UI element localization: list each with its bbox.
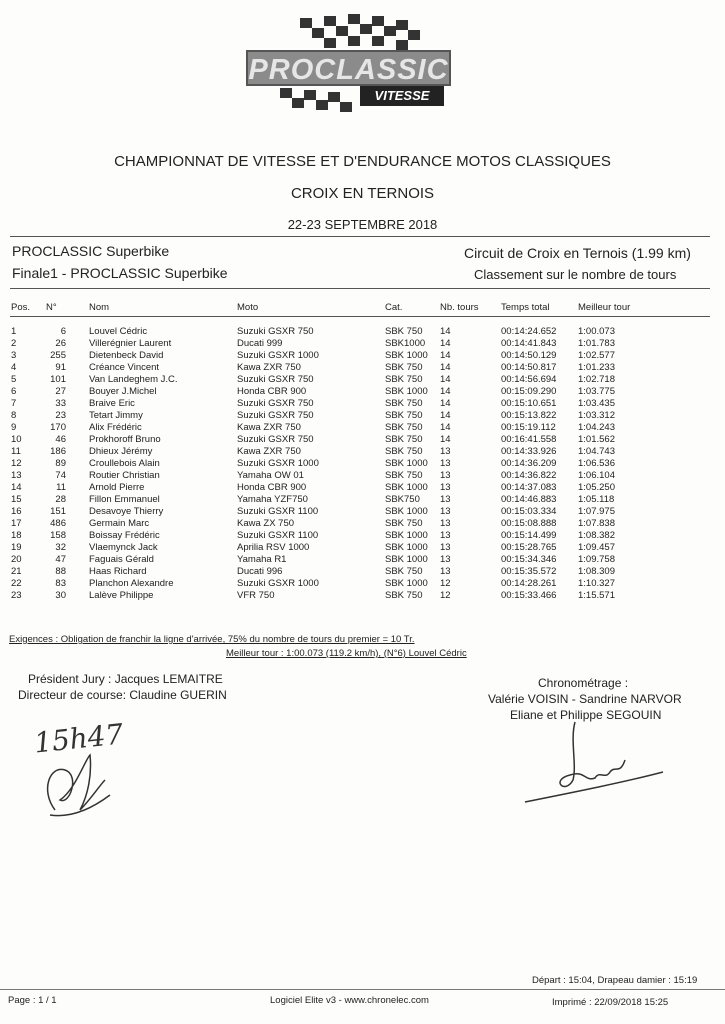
signature-jury (30, 750, 120, 825)
cell-moto: VFR 750 (237, 589, 275, 601)
cell-total: 00:14:28.261 (501, 577, 557, 589)
cell-best: 1:04.243 (578, 421, 615, 433)
timing-names-2: Eliane et Philippe SEGOUIN (510, 708, 662, 722)
cell-nb: 13 (440, 565, 451, 577)
cell-best: 1:08.382 (578, 529, 615, 541)
cell-num: 83 (55, 577, 66, 589)
cell-total: 00:15:34.346 (501, 553, 557, 565)
cell-cat: SBK1000 (385, 337, 426, 349)
category-title: PROCLASSIC Superbike (12, 243, 170, 259)
cell-pos: 19 (11, 541, 22, 553)
logo-subtext: VITESSE (360, 86, 444, 106)
table-row (0, 530, 725, 542)
cell-best: 1:07.838 (578, 517, 615, 529)
cell-best: 1:06.104 (578, 469, 615, 481)
table-row (0, 542, 725, 554)
table-row (0, 374, 725, 386)
page-number: Page : 1 / 1 (8, 995, 57, 1006)
cell-num: 33 (55, 397, 66, 409)
cell-nom: Dietenbeck David (89, 349, 164, 361)
table-row (0, 566, 725, 578)
cell-total: 00:14:50.129 (501, 349, 557, 361)
cell-best: 1:03.435 (578, 397, 615, 409)
cell-nb: 13 (440, 541, 451, 553)
cell-cat: SBK 750 (385, 373, 423, 385)
cell-num: 27 (55, 385, 66, 397)
cell-cat: SBK 750 (385, 409, 423, 421)
cell-nom: Prokhoroff Bruno (89, 433, 161, 445)
handwritten-time: 15h47 (32, 717, 125, 760)
cell-num: 47 (55, 553, 66, 565)
table-row (0, 434, 725, 446)
cell-nb: 12 (440, 589, 451, 601)
cell-total: 00:14:41.843 (501, 337, 557, 349)
cell-moto: Yamaha YZF750 (237, 493, 308, 505)
cell-moto: Suzuki GSXR 750 (237, 397, 314, 409)
cell-total: 00:14:56.694 (501, 373, 557, 385)
cell-nom: Lalève Philippe (89, 589, 154, 601)
table-row (0, 458, 725, 470)
table-row (0, 554, 725, 566)
cell-pos: 17 (11, 517, 22, 529)
cell-total: 00:14:37.083 (501, 481, 557, 493)
col-total: Temps total (501, 302, 550, 313)
cell-nb: 13 (440, 493, 451, 505)
cell-num: 26 (55, 337, 66, 349)
cell-nb: 14 (440, 433, 451, 445)
cell-nom: Desavoye Thierry (89, 505, 164, 517)
cell-nb: 13 (440, 469, 451, 481)
cell-nom: Planchon Alexandre (89, 577, 174, 589)
cell-best: 1:02.577 (578, 349, 615, 361)
divider (10, 316, 710, 317)
software-credit: Logiciel Elite v3 - www.chronelec.com (270, 995, 429, 1006)
cell-nom: Haas Richard (89, 565, 147, 577)
cell-best: 1:01.233 (578, 361, 615, 373)
print-date: Imprimé : 22/09/2018 15:25 (552, 997, 669, 1008)
table-row (0, 398, 725, 410)
col-pos: Pos. (11, 302, 31, 313)
cell-total: 00:14:33.926 (501, 445, 557, 457)
cell-total: 00:14:46.883 (501, 493, 557, 505)
cell-moto: Suzuki GSXR 750 (237, 326, 314, 337)
cell-pos: 15 (11, 493, 22, 505)
ranking-type: Classement sur le nombre de tours (474, 267, 677, 282)
cell-moto: Suzuki GSXR 1000 (237, 577, 319, 589)
start-info: Départ : 15:04, Drapeau damier : 15:19 (532, 975, 698, 986)
venue-title: CROIX EN TERNOIS (290, 185, 435, 202)
cell-total: 00:15:13.822 (501, 409, 557, 421)
race-title: Finale1 - PROCLASSIC Superbike (12, 265, 228, 281)
col-best: Meilleur tour (578, 302, 631, 313)
cell-moto: Suzuki GSXR 1000 (237, 457, 319, 469)
cell-pos: 3 (11, 349, 17, 361)
divider (10, 288, 710, 289)
signature-timing (515, 720, 665, 810)
cell-num: 23 (55, 409, 66, 421)
cell-nb: 14 (440, 326, 451, 337)
timing-title: Chronométrage : (538, 676, 629, 690)
cell-cat: SBK 1000 (385, 529, 428, 541)
cell-nom: Braive Eric (89, 397, 135, 409)
best-lap-note: Meilleur tour : 1:00.073 (119.2 km/h), (N°6) Louvel Cédric (226, 648, 467, 659)
cell-moto: Kawa ZXR 750 (237, 421, 301, 433)
cell-best: 1:03.312 (578, 409, 615, 421)
cell-nb: 13 (440, 553, 451, 565)
cell-total: 00:15:14.499 (501, 529, 557, 541)
cell-pos: 23 (11, 589, 22, 601)
cell-cat: SBK 1000 (385, 553, 428, 565)
cell-nom: Van Landeghem J.C. (89, 373, 178, 385)
cell-pos: 13 (11, 469, 22, 481)
cell-total: 00:15:33.466 (501, 589, 557, 601)
col-moto: Moto (237, 302, 259, 313)
cell-cat: SBK 750 (385, 397, 423, 409)
cell-nb: 14 (440, 397, 451, 409)
cell-best: 1:02.718 (578, 373, 615, 385)
cell-nb: 13 (440, 517, 451, 529)
jury-president: Président Jury : Jacques LEMAITRE (28, 672, 223, 686)
cell-nb: 14 (440, 385, 451, 397)
cell-nom: Fillon Emmanuel (89, 493, 160, 505)
cell-num: 91 (55, 361, 66, 373)
cell-nom: Germain Marc (89, 517, 150, 529)
cell-num: 486 (50, 517, 66, 529)
cell-num: 28 (55, 493, 66, 505)
cell-nom: Dhieux Jérémy (89, 445, 153, 457)
cell-num: 151 (50, 505, 66, 517)
cell-nom: Villerégnier Laurent (89, 337, 172, 349)
cell-best: 1:03.775 (578, 385, 615, 397)
event-date: 22-23 SEPTEMBRE 2018 (287, 217, 438, 232)
cell-nb: 12 (440, 577, 451, 589)
cell-total: 00:14:24.652 (501, 326, 557, 337)
cell-total: 00:15:09.290 (501, 385, 557, 397)
cell-num: 88 (55, 565, 66, 577)
cell-nb: 13 (440, 481, 451, 493)
cell-nb: 13 (440, 505, 451, 517)
cell-best: 1:05.118 (578, 493, 615, 505)
cell-nb: 14 (440, 361, 451, 373)
cell-cat: SBK 1000 (385, 505, 428, 517)
cell-cat: SBK 750 (385, 445, 423, 457)
cell-moto: Kawa ZXR 750 (237, 445, 301, 457)
cell-best: 1:09.758 (578, 553, 615, 565)
cell-moto: Yamaha OW 01 (237, 469, 304, 481)
cell-best: 1:09.457 (578, 541, 615, 553)
table-row (0, 590, 725, 602)
cell-num: 170 (50, 421, 66, 433)
cell-cat: SBK 1000 (385, 385, 428, 397)
cell-nom: Boissay Frédéric (89, 529, 160, 541)
cell-cat: SBK 1000 (385, 577, 428, 589)
cell-cat: SBK 750 (385, 421, 423, 433)
cell-nom: Créance Vincent (89, 361, 160, 373)
cell-pos: 1 (11, 326, 17, 337)
cell-cat: SBK 750 (385, 589, 423, 601)
divider (0, 989, 725, 990)
table-row (0, 362, 725, 374)
cell-moto: Suzuki GSXR 1000 (237, 349, 319, 361)
cell-pos: 8 (11, 409, 17, 421)
cell-nom: Faguais Gérald (89, 553, 154, 565)
cell-best: 1:05.250 (578, 481, 615, 493)
cell-moto: Suzuki GSXR 750 (237, 409, 314, 421)
cell-total: 00:15:35.572 (501, 565, 557, 577)
divider (10, 236, 710, 237)
cell-moto: Yamaha R1 (237, 553, 287, 565)
cell-num: 101 (50, 373, 66, 385)
cell-total: 00:15:08.888 (501, 517, 557, 529)
cell-num: 255 (50, 349, 66, 361)
cell-num: 6 (60, 326, 66, 337)
cell-cat: SBK 1000 (385, 481, 428, 493)
cell-pos: 7 (11, 397, 17, 409)
table-row (0, 338, 725, 350)
cell-nom: Alix Frédéric (89, 421, 142, 433)
cell-pos: 12 (11, 457, 22, 469)
cell-moto: Ducati 999 (237, 337, 283, 349)
cell-total: 00:16:41.558 (501, 433, 557, 445)
cell-cat: SBK 1000 (385, 349, 428, 361)
cell-nb: 14 (440, 373, 451, 385)
cell-pos: 9 (11, 421, 17, 433)
cell-pos: 6 (11, 385, 17, 397)
cell-num: 30 (55, 589, 66, 601)
col-nb: Nb. tours (440, 302, 479, 313)
col-num: N° (46, 302, 57, 313)
cell-nb: 13 (440, 445, 451, 457)
cell-moto: Suzuki GSXR 1100 (237, 505, 319, 517)
cell-total: 00:15:10.651 (501, 397, 557, 409)
cell-pos: 2 (11, 337, 17, 349)
cell-pos: 18 (11, 529, 22, 541)
cell-cat: SBK 1000 (385, 457, 428, 469)
cell-cat: SBK 750 (385, 469, 423, 481)
cell-nom: Vlaemynck Jack (89, 541, 158, 553)
cell-best: 1:01.783 (578, 337, 615, 349)
cell-best: 1:01.562 (578, 433, 615, 445)
cell-num: 186 (50, 445, 66, 457)
logo-text: PROCLASSIC (246, 50, 451, 86)
table-row (0, 422, 725, 434)
timing-names-1: Valérie VOISIN - Sandrine NARVOR (488, 692, 682, 706)
cell-total: 00:14:50.817 (501, 361, 557, 373)
cell-best: 1:00.073 (578, 326, 615, 337)
cell-total: 00:14:36.822 (501, 469, 557, 481)
cell-moto: Suzuki GSXR 750 (237, 433, 314, 445)
cell-pos: 16 (11, 505, 22, 517)
table-row (0, 494, 725, 506)
cell-pos: 5 (11, 373, 17, 385)
championship-title: CHAMPIONNAT DE VITESSE ET D'ENDURANCE MOTOS CLASSIQUES (114, 153, 611, 170)
cell-total: 00:15:19.112 (501, 421, 556, 433)
cell-moto: Aprilia RSV 1000 (237, 541, 310, 553)
table-row (0, 386, 725, 398)
cell-moto: Ducati 996 (237, 565, 283, 577)
cell-best: 1:07.975 (578, 505, 615, 517)
cell-nom: Bouyer J.Michel (89, 385, 157, 397)
cell-moto: Suzuki GSXR 750 (237, 373, 314, 385)
table-row (0, 326, 725, 338)
cell-total: 00:15:03.334 (501, 505, 557, 517)
cell-nom: Croullebois Alain (89, 457, 160, 469)
cell-cat: SBK750 (385, 493, 420, 505)
cell-moto: Suzuki GSXR 1100 (237, 529, 319, 541)
cell-moto: Honda CBR 900 (237, 481, 307, 493)
cell-num: 11 (56, 481, 66, 493)
table-row (0, 506, 725, 518)
cell-num: 74 (55, 469, 66, 481)
cell-best: 1:08.309 (578, 565, 615, 577)
cell-cat: SBK 750 (385, 326, 423, 337)
cell-moto: Honda CBR 900 (237, 385, 307, 397)
cell-moto: Kawa ZXR 750 (237, 361, 301, 373)
cell-total: 00:14:36.209 (501, 457, 557, 469)
cell-num: 46 (55, 433, 66, 445)
table-row (0, 446, 725, 458)
proclassic-logo (240, 10, 465, 120)
cell-pos: 10 (11, 433, 22, 445)
cell-nb: 14 (440, 337, 451, 349)
cell-moto: Kawa ZX 750 (237, 517, 295, 529)
cell-pos: 21 (11, 565, 22, 577)
cell-pos: 11 (11, 445, 21, 457)
col-nom: Nom (89, 302, 110, 313)
cell-pos: 22 (11, 577, 22, 589)
cell-best: 1:15.571 (578, 589, 615, 601)
cell-cat: SBK 750 (385, 361, 423, 373)
cell-num: 158 (50, 529, 66, 541)
cell-cat: SBK 750 (385, 433, 423, 445)
cell-best: 1:04.743 (578, 445, 615, 457)
cell-nb: 14 (440, 421, 451, 433)
table-header (0, 302, 725, 314)
cell-nb: 14 (440, 409, 451, 421)
cell-best: 1:06.536 (578, 457, 615, 469)
cell-nb: 13 (440, 457, 451, 469)
cell-nom: Louvel Cédric (89, 326, 148, 337)
cell-nom: Routier Christian (89, 469, 160, 481)
cell-pos: 14 (11, 481, 22, 493)
col-cat: Cat. (385, 302, 403, 313)
cell-total: 00:15:28.765 (501, 541, 557, 553)
race-director: Directeur de course: Claudine GUERIN (18, 688, 227, 702)
table-row (0, 350, 725, 362)
cell-cat: SBK 1000 (385, 541, 428, 553)
table-row (0, 518, 725, 530)
table-row (0, 410, 725, 422)
table-row (0, 470, 725, 482)
cell-cat: SBK 750 (385, 565, 423, 577)
cell-nom: Arnold Pierre (89, 481, 145, 493)
table-row (0, 482, 725, 494)
cell-cat: SBK 750 (385, 517, 423, 529)
cell-nb: 14 (440, 349, 451, 361)
cell-num: 32 (55, 541, 66, 553)
cell-pos: 20 (11, 553, 22, 565)
cell-nom: Tetart Jimmy (89, 409, 143, 421)
table-row (0, 578, 725, 590)
circuit-info: Circuit de Croix en Ternois (1.99 km) (464, 245, 691, 261)
cell-num: 89 (55, 457, 66, 469)
requirements-note: Exigences : Obligation de franchir la ligne d'arrivée, 75% du nombre de tours du premier = 10 Tr. (9, 634, 415, 645)
cell-best: 1:10.327 (578, 577, 615, 589)
cell-nb: 13 (440, 529, 451, 541)
cell-pos: 4 (11, 361, 17, 373)
